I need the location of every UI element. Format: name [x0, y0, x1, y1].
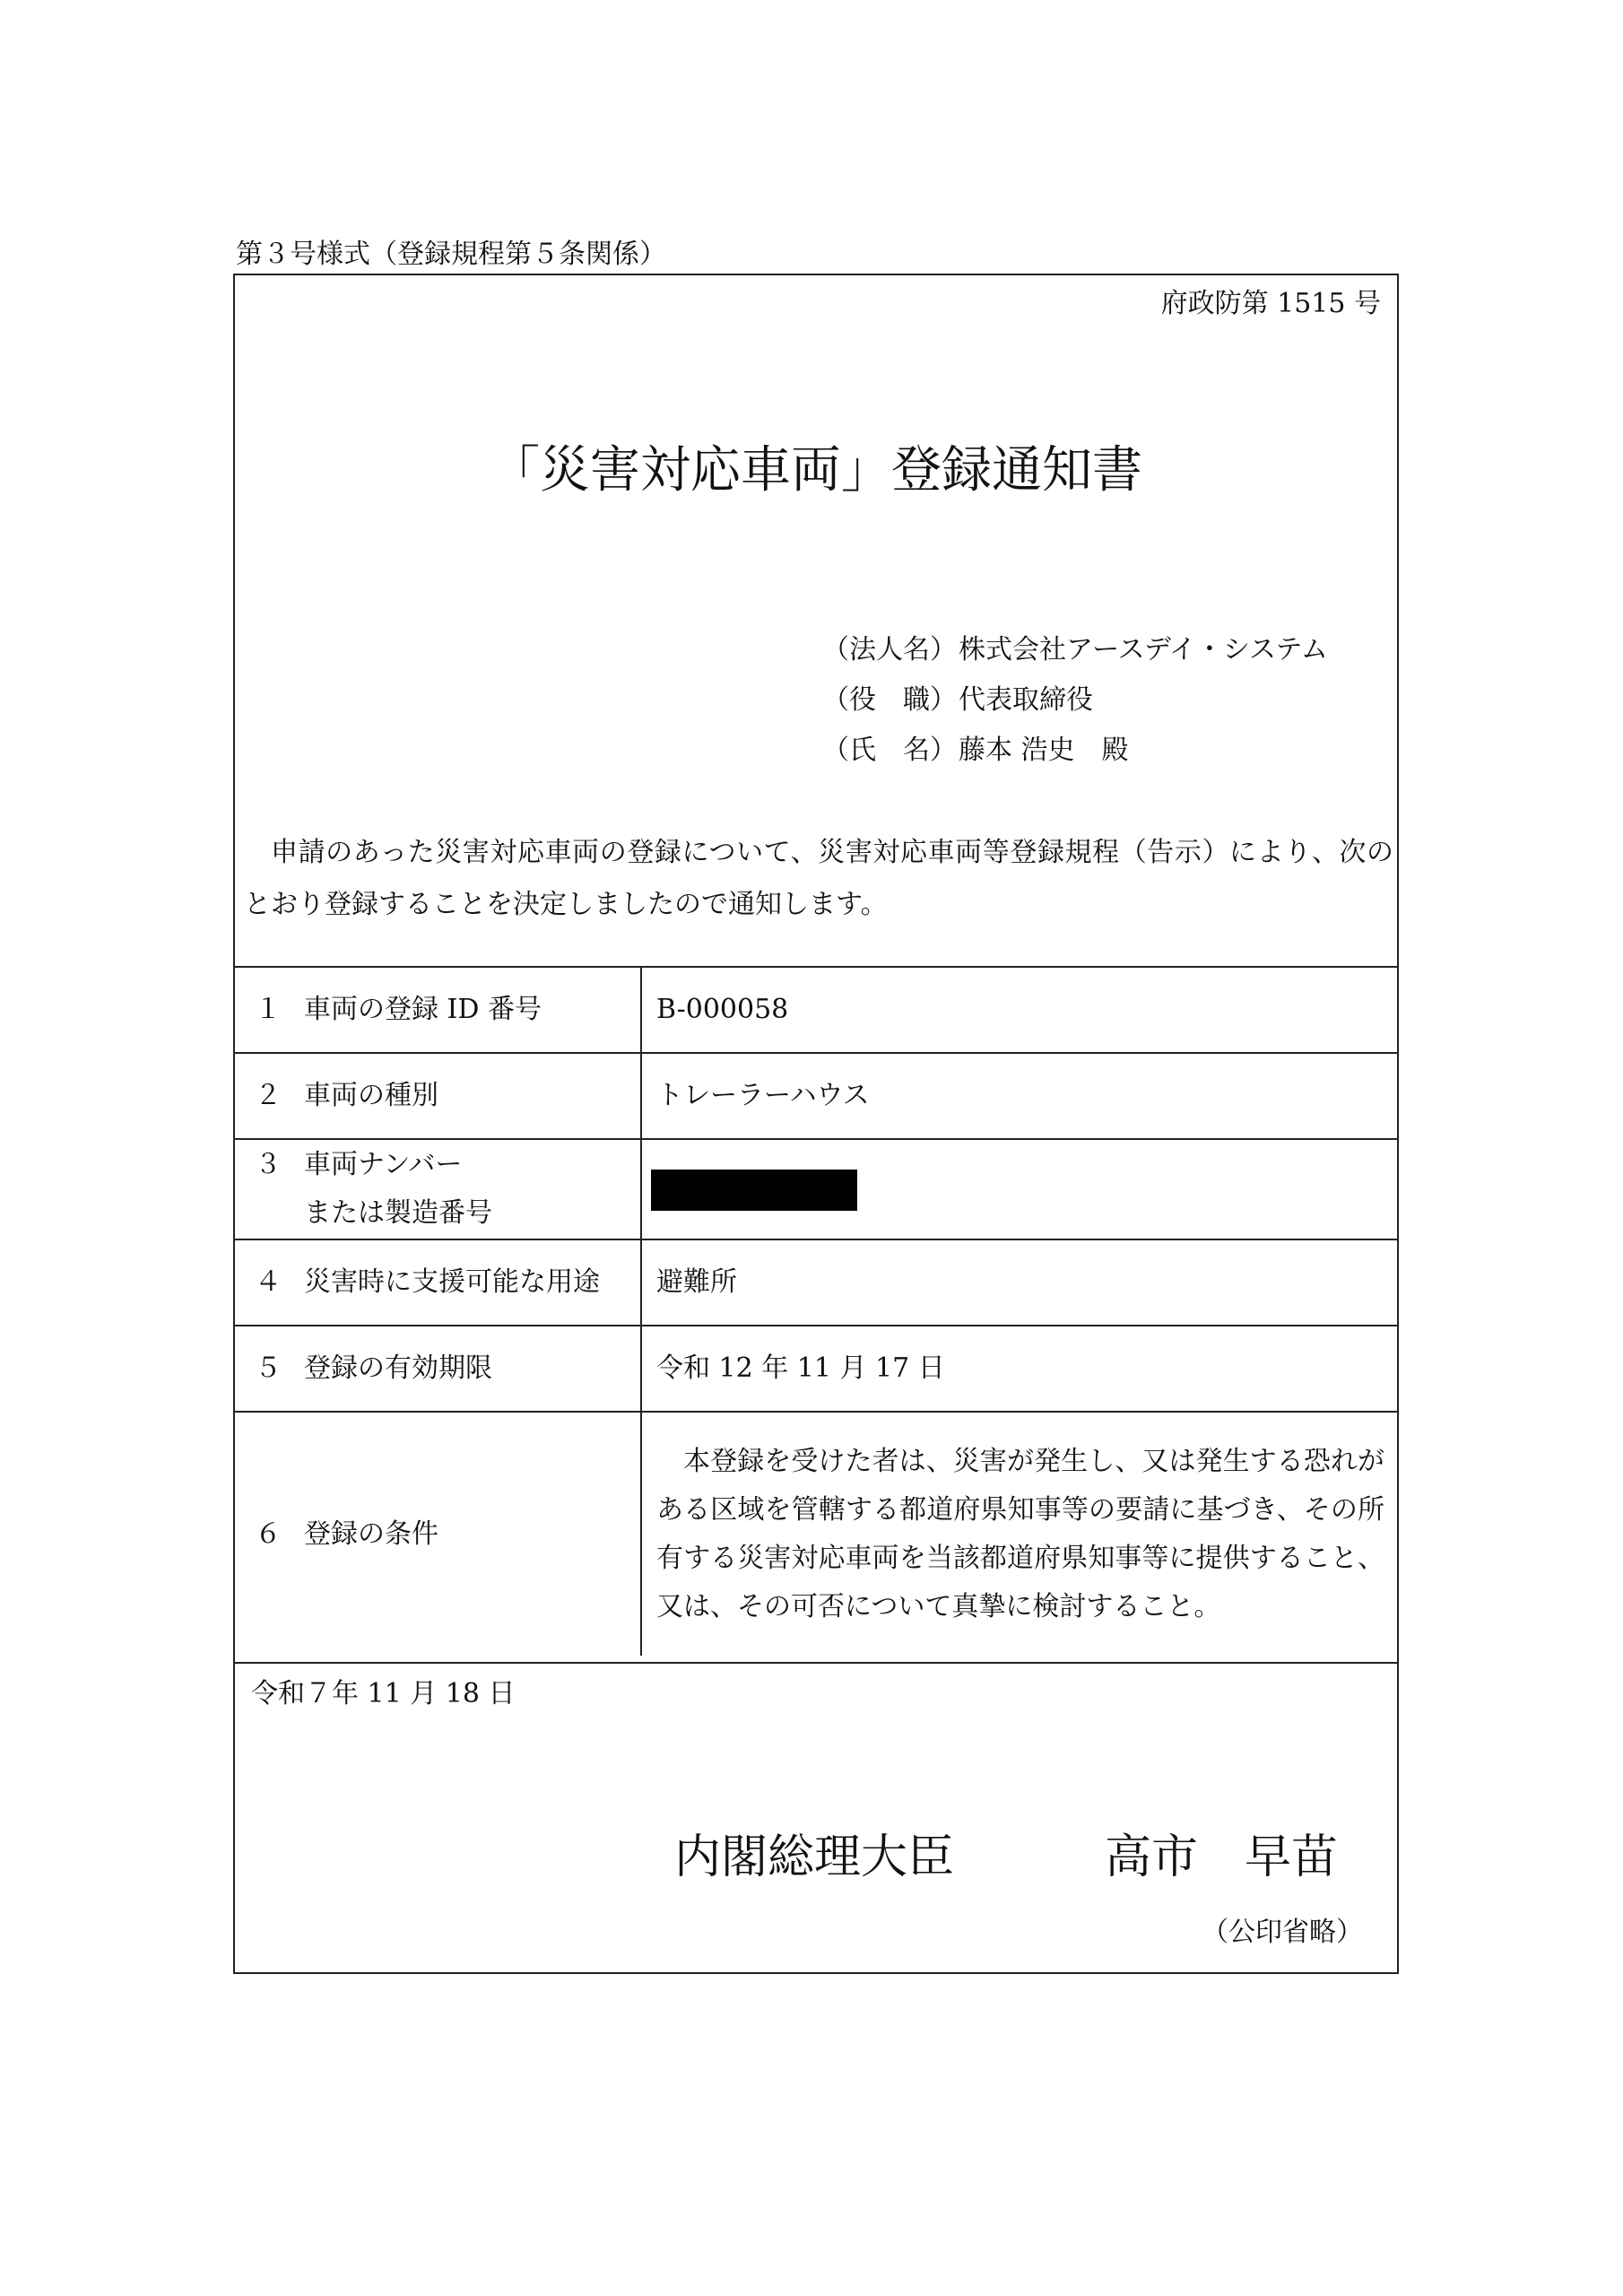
- seal-omitted-note: （公印省略）: [1202, 1917, 1363, 1948]
- signatory-name: 高市 早苗: [1105, 1831, 1339, 1884]
- support-use-value: 避難所: [641, 1239, 1397, 1326]
- redaction-block: [651, 1170, 857, 1211]
- position-value: 代表取締役: [959, 684, 1093, 716]
- notice-frame: [233, 274, 1399, 1974]
- row-number: ４: [255, 1266, 282, 1298]
- conditions-text: 本登録を受けた者は、災害が発生し、又は発生する恐れがある区域を管轄する都道府県知事等の要請に基づき、その所有する災害対応車両を当該都道府県知事等に提供すること、又は、その可否について真摯に検討すること。: [656, 1445, 1384, 1622]
- registration-id-value: B-000058: [641, 967, 1397, 1053]
- row-number: ２: [255, 1080, 282, 1111]
- row-label-cell: [235, 1139, 641, 1239]
- expiry-date-value: 令和 12 年 11 月 17 日: [641, 1326, 1397, 1412]
- row-number: １: [255, 994, 282, 1025]
- row-label: 登録の有効期限: [304, 1352, 492, 1384]
- row-label: 登録の条件: [304, 1518, 438, 1550]
- row-label-second-line: または製造番号: [304, 1197, 492, 1229]
- table-row: [235, 1412, 1397, 1656]
- row-label-cell: [235, 1053, 641, 1139]
- row-label-cell: [235, 1326, 641, 1412]
- issue-date: 令和７年 11 月 18 日: [251, 1678, 516, 1709]
- row-label-cell: [235, 1412, 641, 1656]
- recipient-block: [822, 625, 1328, 776]
- recipient-name-line: [822, 726, 1328, 776]
- corporation-label: （法人名）: [822, 634, 957, 665]
- row-number: ３: [255, 1149, 282, 1180]
- vehicle-number-value: [641, 1139, 1397, 1239]
- table-row: [235, 967, 1397, 1053]
- recipient-position-line: [822, 675, 1328, 726]
- table-row: [235, 1326, 1397, 1412]
- row-label: 災害時に支援可能な用途: [304, 1266, 600, 1298]
- row-label-cell: [235, 1239, 641, 1326]
- document-title: 「災害対応車両」登録通知書: [490, 441, 1142, 500]
- row-number: ６: [255, 1518, 282, 1550]
- row-label-cell: [235, 967, 641, 1053]
- row-label: 車両の種別: [304, 1080, 438, 1111]
- recipient-corporation-line: [822, 625, 1328, 675]
- name-label: （氏 名）: [822, 735, 957, 766]
- row-label: 車両ナンバー: [304, 1149, 463, 1180]
- form-label: 第３号様式（登録規程第５条関係）: [236, 239, 666, 270]
- position-label: （役 職）: [822, 684, 957, 716]
- vehicle-type-value: トレーラーハウス: [641, 1053, 1397, 1139]
- notice-body-text: 申請のあった災害対応車両の登録について、災害対応車両等登録規程（告示）により、次のとおり登録することを決定しましたので通知します。: [244, 837, 1393, 920]
- table-row: [235, 1053, 1397, 1139]
- signatory: [674, 1825, 1338, 1890]
- document-number: 府政防第 1515 号: [1160, 288, 1381, 319]
- row-number: ５: [255, 1352, 282, 1384]
- row-label: 車両の登録 ID 番号: [304, 994, 542, 1025]
- conditions-value-cell: [641, 1412, 1397, 1656]
- issuer-section: [235, 1662, 1397, 1974]
- corporation-name: 株式会社アースデイ・システム: [959, 634, 1328, 665]
- details-table: [235, 966, 1397, 1656]
- table-row: [235, 1139, 1397, 1239]
- table-row: [235, 1239, 1397, 1326]
- signatory-title: 内閣総理大臣: [674, 1831, 955, 1884]
- recipient-name: 藤本 浩史 殿: [959, 735, 1129, 766]
